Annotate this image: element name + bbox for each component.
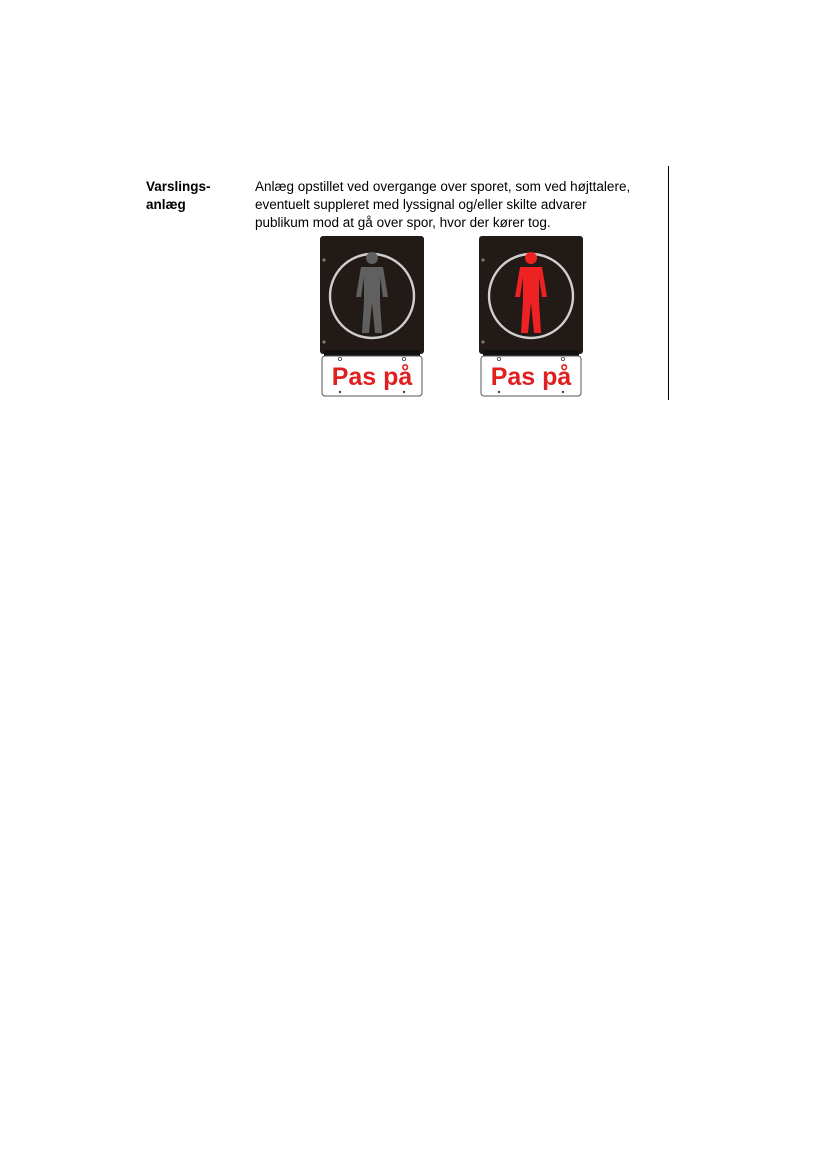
pedestrian-signal-unlit-graphic	[318, 236, 426, 398]
definition-line-1: Anlæg opstillet ved overgange over sporet, som ved højttalere,	[255, 179, 631, 194]
term-definition	[255, 178, 660, 232]
pedestrian-signal-lit	[477, 236, 585, 398]
pas-pa-sign-text: Pas på	[490, 363, 572, 391]
term-line-1: Varslings-	[146, 179, 211, 194]
definition-line-2: eventuelt suppleret med lyssignal og/eller skilte advarer	[255, 197, 587, 212]
pas-pa-sign-text: Pas på	[331, 363, 413, 391]
margin-rule	[668, 166, 669, 400]
pedestrian-signal-lit-graphic	[477, 236, 585, 398]
term-line-2: anlæg	[146, 197, 186, 212]
term-heading	[146, 178, 246, 214]
pedestrian-signal-unlit	[318, 236, 426, 398]
definition-line-3: publikum mod at gå over spor, hvor der kører tog.	[255, 215, 551, 230]
